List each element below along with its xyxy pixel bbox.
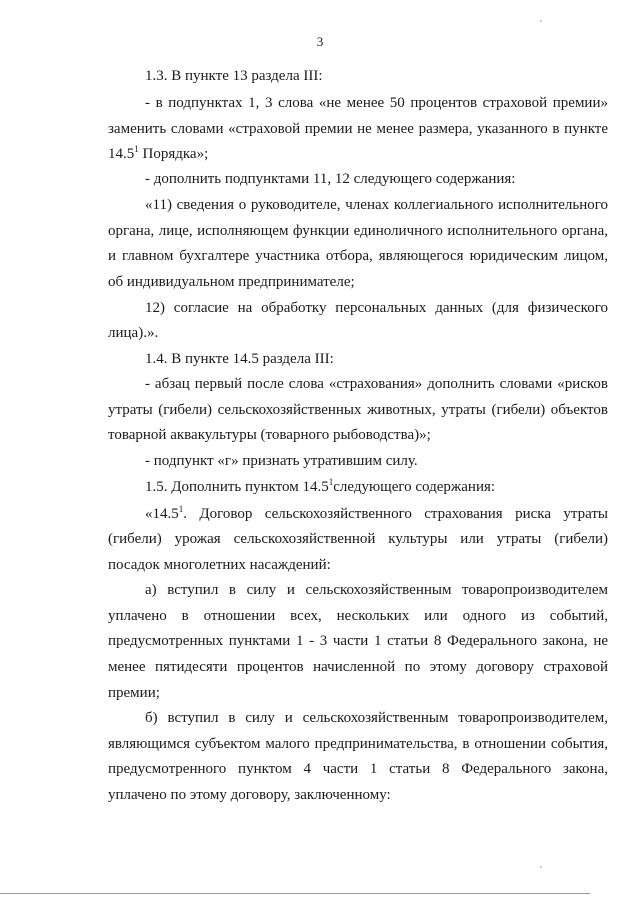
text-fragment: Порядка»; xyxy=(138,146,209,162)
text-line: утраты (гибели) сельскохозяйственных животных, утраты (гибели) объектов xyxy=(108,402,608,418)
text-fragment: 14.5 xyxy=(108,146,135,162)
text-line: - дополнить подпунктами 11, 12 следующего содержания: xyxy=(145,171,516,187)
text-line: 1.4. В пункте 14.5 раздела III: xyxy=(145,351,334,367)
scan-speck xyxy=(540,20,542,22)
text-line: - в подпунктах 1, 3 слова «не менее 50 процентов страховой премии» xyxy=(145,95,608,111)
text-line: «11) сведения о руководителе, членах коллегиального исполнительного xyxy=(145,197,608,213)
text-line: 1.3. В пункте 13 раздела III: xyxy=(145,68,323,84)
text-line: об индивидуальном предпринимателе; xyxy=(108,274,355,290)
text-line: посадок многолетних насаждений: xyxy=(108,557,331,573)
text-fragment: . Договор сельскохозяйственного страхования риска утраты xyxy=(183,506,608,522)
text-line: и главном бухгалтере участника отбора, являющегося юридическим лицом, xyxy=(108,248,608,264)
text-line: 12) согласие на обработку персональных данных (для физического xyxy=(145,300,608,316)
text-line: а) вступил в силу и сельскохозяйственным товаропроизводителем xyxy=(145,582,608,598)
superscript: 1 xyxy=(134,144,139,154)
text-line: уплачено по этому договору, заключенному: xyxy=(108,787,391,803)
text-line: органа, лице, исполняющем функции единоличного исполнительного органа, xyxy=(108,223,608,239)
text-line: (гибели) урожая сельскохозяйственной культуры или утраты (гибели) xyxy=(108,531,608,547)
text-fragment: «14.5 xyxy=(145,506,179,522)
text-fragment: 1.5. Дополнить пунктом 14.5 xyxy=(145,479,329,495)
superscript: 1 xyxy=(178,504,184,514)
text-line xyxy=(145,478,608,496)
text-line: премии; xyxy=(108,685,160,701)
text-line: менее пятидесяти процентов начисленной по этому договору страховой xyxy=(108,659,608,675)
scan-speck xyxy=(540,866,542,868)
text-line: - абзац первый после слова «страхования» дополнить словами «рисков xyxy=(145,376,608,392)
text-line: товарной аквакультуры (товарного рыбоводства)»; xyxy=(108,427,431,443)
text-line: заменить словами «страховой премии не менее размера, указанного в пункте xyxy=(108,121,608,137)
text-line xyxy=(108,145,608,163)
scan-edge-line xyxy=(0,893,590,894)
page-number: 3 xyxy=(316,34,324,49)
text-line: уплачено в отношении всех, нескольких или одного из событий, xyxy=(108,608,608,624)
superscript: 1 xyxy=(328,477,334,487)
text-line: являющимся субъектом малого предпринимательства, в отношении события, xyxy=(108,736,608,752)
text-line: б) вступил в силу и сельскохозяйственным товаропроизводителем, xyxy=(145,710,608,726)
text-line xyxy=(145,505,608,523)
text-line: предусмотренного пунктом 4 части 1 статьи 8 Федерального закона, xyxy=(108,761,608,777)
text-line: - подпункт «г» признать утратившим силу. xyxy=(145,453,418,469)
text-line: лица).». xyxy=(108,325,159,341)
text-fragment: следующего содержания: xyxy=(333,479,496,495)
text-line: предусмотренных пунктами 1 - 3 части 1 статьи 8 Федерального закона, не xyxy=(108,633,608,649)
